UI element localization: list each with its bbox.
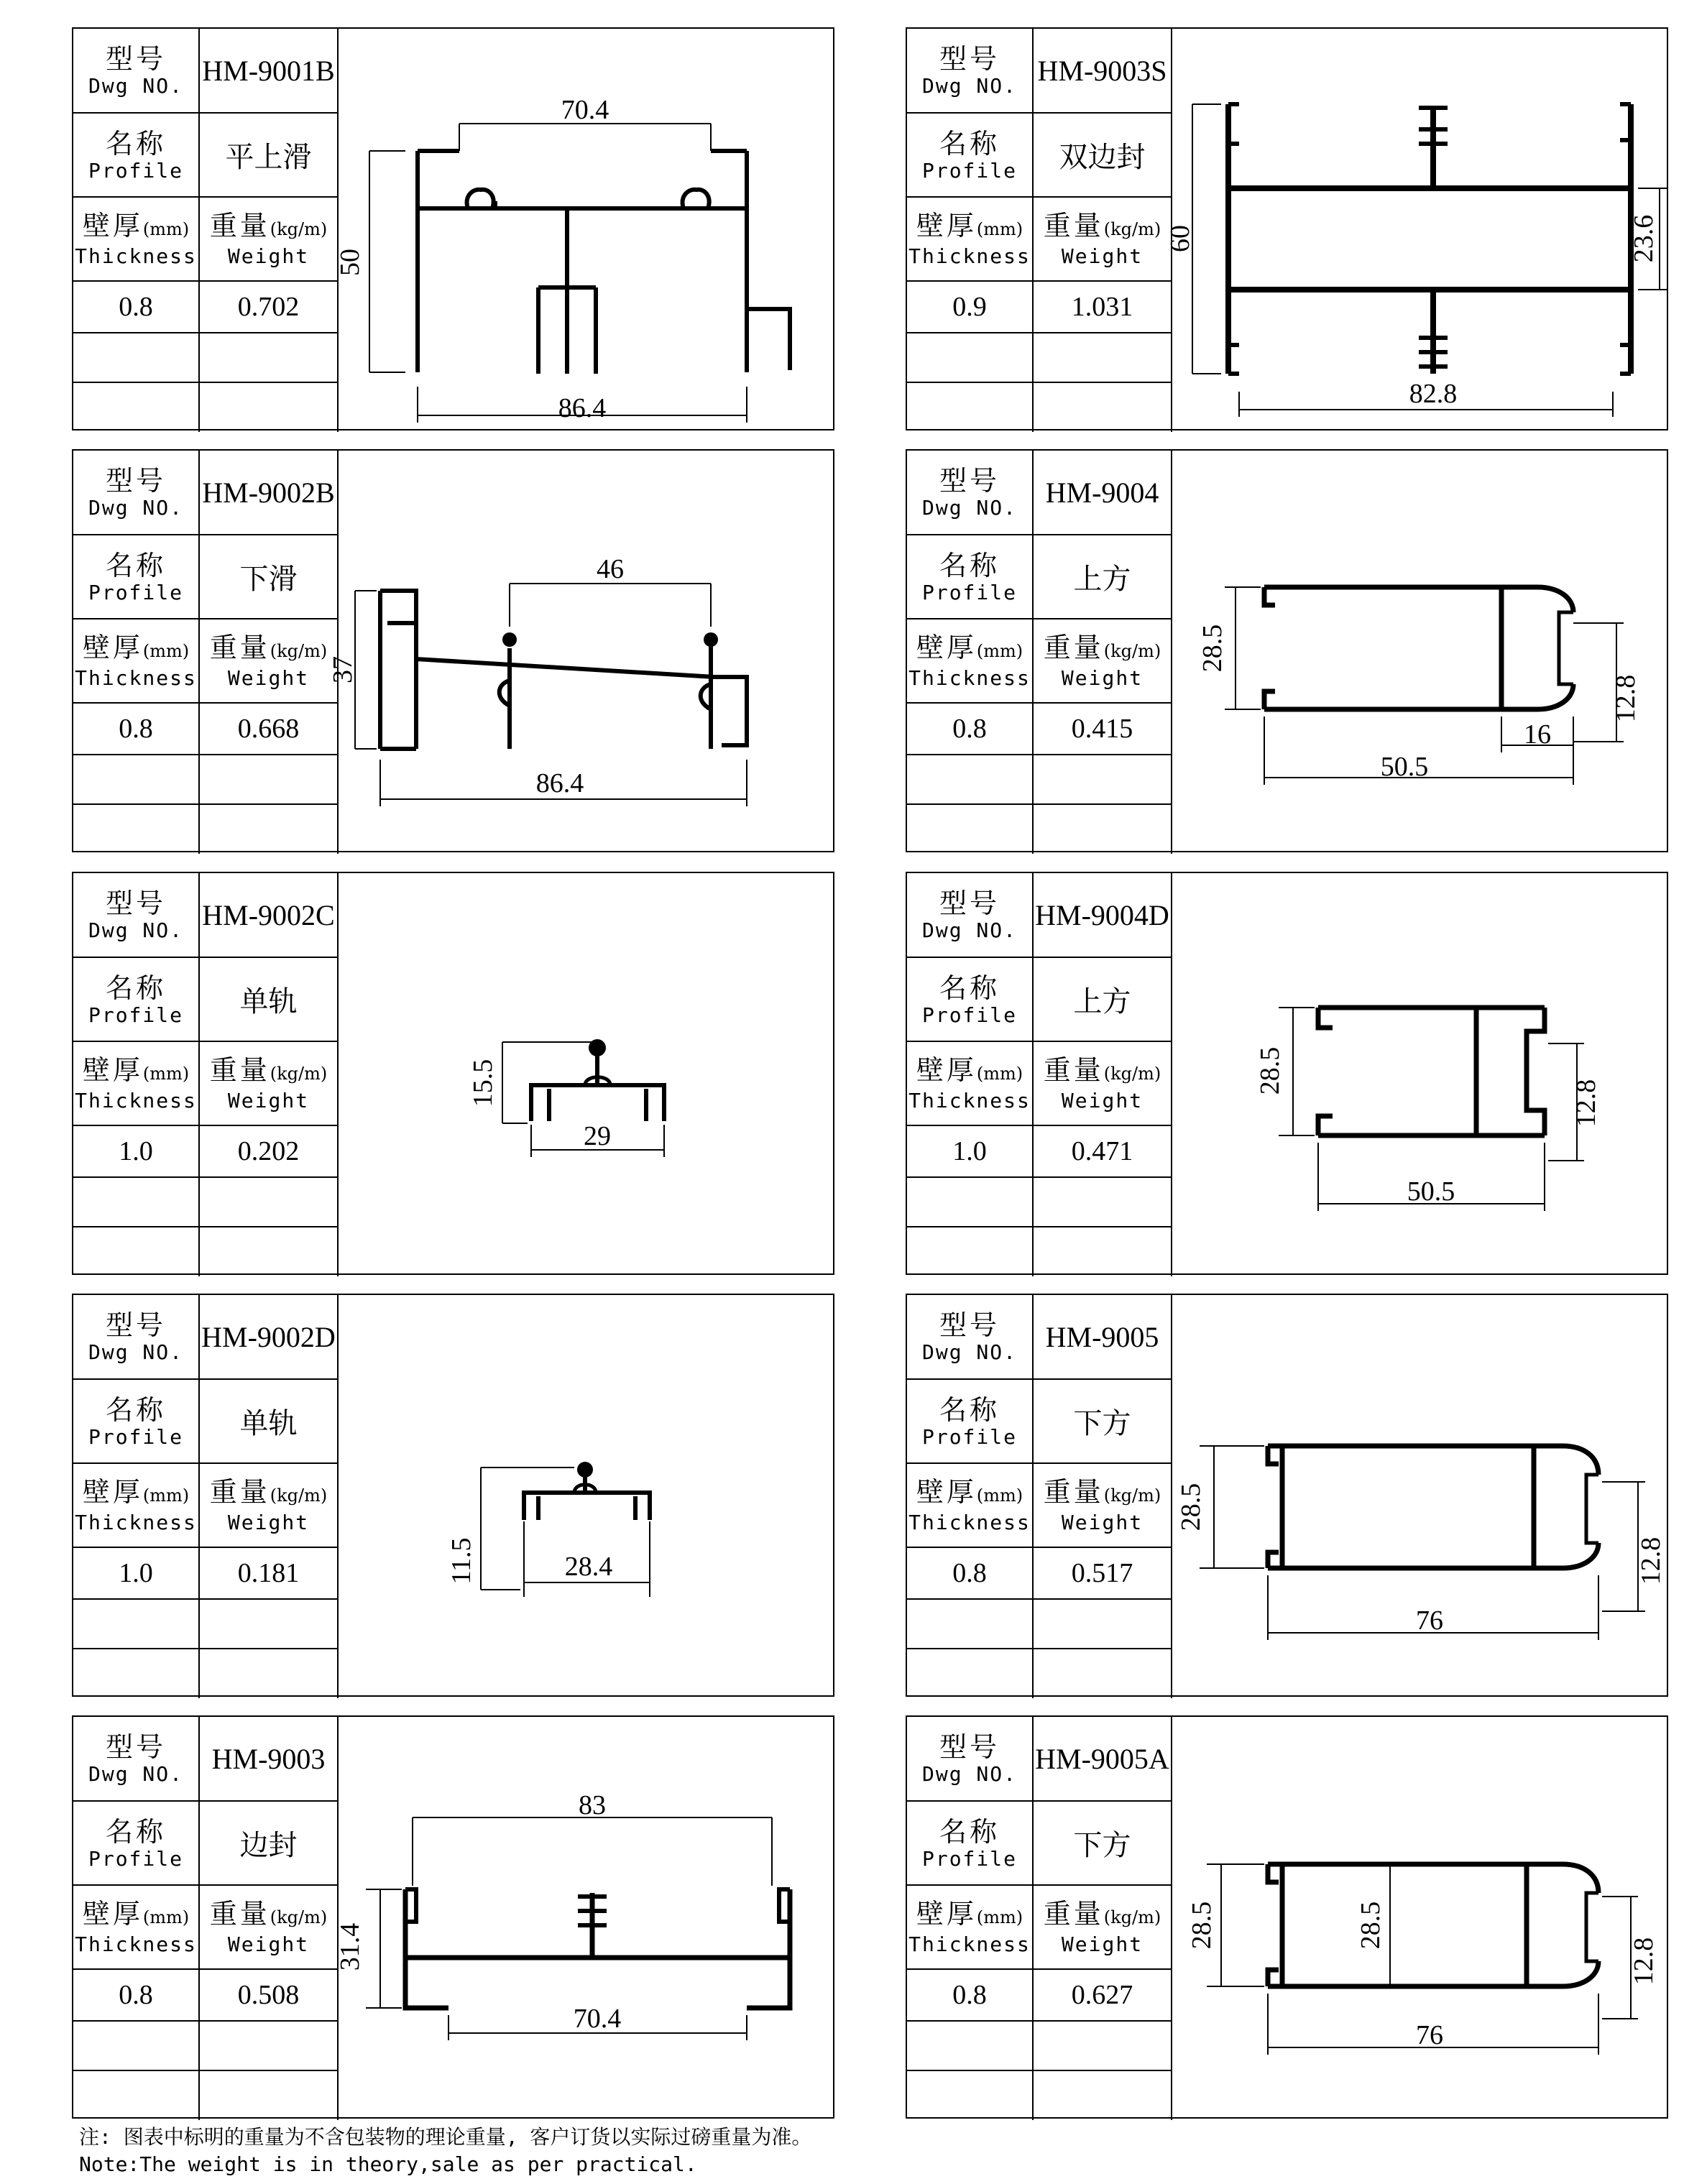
profile-label-en: Profile	[88, 158, 183, 183]
thickness-label-cn: 壁厚	[916, 210, 977, 241]
dwg-label-cell	[73, 1295, 199, 1379]
empty-cell	[1033, 2021, 1172, 2070]
profile-label-en: Profile	[921, 158, 1017, 183]
thickness-label-cell	[907, 619, 1033, 703]
thickness-label-cn: 壁厚	[82, 1898, 143, 1930]
profile-label-cell	[73, 1379, 199, 1463]
empty-cell	[1033, 804, 1172, 854]
thickness-unit: (mm)	[976, 219, 1023, 239]
dwg-number: HM-9005	[1033, 1295, 1172, 1379]
thickness-label-cell	[73, 197, 199, 281]
weight-label-cell	[1033, 1885, 1172, 1969]
thickness-value: 1.0	[907, 1125, 1033, 1177]
dim-label: 28.5	[1197, 624, 1228, 673]
weight-unit: (kg/m)	[270, 1485, 328, 1506]
profile-card	[906, 1715, 1668, 2119]
profile-card	[72, 872, 834, 1275]
empty-cell	[199, 1227, 338, 1276]
weight-label-cn: 重量	[1043, 1054, 1104, 1086]
weight-label-en: Weight	[227, 1089, 310, 1112]
dim-label: 70.4	[561, 95, 609, 125]
profile-drawing	[1165, 29, 1667, 429]
profile-label-cell	[907, 113, 1033, 197]
thickness-label-en: Thickness	[75, 1932, 197, 1956]
dwg-label-cn: 型号	[105, 43, 166, 75]
profile-name: 上方	[1033, 957, 1172, 1041]
dim-label: 29	[584, 1121, 611, 1151]
empty-cell	[907, 1599, 1033, 1649]
profile-card	[72, 1715, 834, 2119]
empty-cell	[907, 804, 1033, 854]
weight-unit: (kg/m)	[1103, 1907, 1161, 1927]
dim-label: 86.4	[558, 393, 607, 423]
weight-label-cn: 重量	[209, 210, 270, 241]
weight-label-en: Weight	[1061, 666, 1144, 690]
weight-unit: (kg/m)	[270, 1907, 328, 1927]
dim-label: 28.5	[1187, 1901, 1217, 1950]
weight-unit: (kg/m)	[270, 219, 328, 239]
spec-table	[907, 1717, 1172, 2120]
profile-label-cn: 名称	[105, 127, 166, 160]
weight-label-cell	[199, 619, 338, 703]
thickness-value: 1.0	[73, 1125, 199, 1177]
thickness-unit: (mm)	[142, 1485, 190, 1506]
empty-cell	[1033, 2070, 1172, 2120]
profile-card	[906, 872, 1668, 1275]
profile-cross-section	[337, 873, 833, 1273]
weight-label-cell	[199, 197, 338, 281]
weight-unit: (kg/m)	[1103, 1485, 1161, 1506]
profile-name: 上方	[1033, 535, 1172, 619]
profile-label-en: Profile	[88, 1003, 183, 1027]
profile-label-cell	[73, 957, 199, 1041]
weight-label-cell	[1033, 619, 1172, 703]
weight-label-cell	[1033, 1463, 1172, 1547]
weight-label-en: Weight	[1061, 1932, 1144, 1956]
thickness-label-en: Thickness	[908, 244, 1031, 268]
dwg-number: HM-9002C	[199, 873, 338, 957]
dwg-number: HM-9001B	[199, 29, 338, 113]
profile-name: 单轨	[199, 1379, 338, 1463]
profile-drawing	[337, 29, 833, 429]
empty-cell	[907, 1649, 1033, 1698]
profile-label-cell	[907, 1801, 1033, 1885]
weight-label-en: Weight	[1061, 244, 1144, 268]
empty-cell	[73, 382, 199, 432]
dwg-label-en: Dwg NO.	[88, 74, 183, 98]
dwg-number: HM-9003	[199, 1717, 338, 1801]
profile-label-en: Profile	[88, 1424, 183, 1449]
empty-cell	[907, 382, 1033, 432]
thickness-label-cn: 壁厚	[916, 632, 977, 663]
profile-label-en: Profile	[921, 1003, 1017, 1027]
profile-label-en: Profile	[88, 1846, 183, 1871]
empty-cell	[907, 2021, 1033, 2070]
weight-label-cn: 重量	[1043, 632, 1104, 663]
profile-label-cn: 名称	[939, 549, 1000, 581]
weight-value: 0.415	[1033, 703, 1172, 755]
profile-label-cn: 名称	[105, 1393, 166, 1426]
profile-label-en: Profile	[921, 1846, 1017, 1871]
thickness-label-cn: 壁厚	[82, 632, 143, 663]
dim-label: 60	[1165, 225, 1195, 252]
profile-label-cn: 名称	[939, 127, 1000, 160]
dwg-label-cell	[907, 451, 1033, 535]
dim-label: 28.5	[1255, 1046, 1285, 1095]
profile-label-en: Profile	[921, 1424, 1017, 1449]
profile-label-cn: 名称	[105, 549, 166, 581]
dwg-label-cn: 型号	[105, 1731, 166, 1763]
profile-card	[72, 1294, 834, 1697]
dwg-label-cell	[907, 1295, 1033, 1379]
profile-card	[906, 27, 1668, 430]
dim-label: 12.8	[1629, 1937, 1659, 1986]
profile-name: 下滑	[199, 535, 338, 619]
profile-drawing	[1171, 1717, 1667, 2117]
spec-table	[73, 1717, 339, 2120]
profile-card	[906, 1294, 1668, 1697]
weight-label-cn: 重量	[1043, 1898, 1104, 1930]
dim-label: 12.8	[1611, 674, 1641, 723]
empty-cell	[199, 1599, 338, 1649]
profile-card	[72, 449, 834, 852]
dim-label: 83	[579, 1790, 606, 1820]
empty-cell	[73, 1649, 199, 1698]
empty-cell	[73, 755, 199, 804]
empty-cell	[907, 333, 1033, 382]
dim-label: 50.5	[1380, 752, 1429, 782]
dwg-label-en: Dwg NO.	[921, 74, 1017, 98]
profile-label-cell	[907, 957, 1033, 1041]
dim-label: 82.8	[1409, 379, 1458, 409]
thickness-label-cell	[73, 619, 199, 703]
weight-label-cn: 重量	[209, 632, 270, 663]
empty-cell	[1033, 755, 1172, 804]
profile-label-cn: 名称	[105, 1815, 166, 1848]
profile-name: 下方	[1033, 1379, 1172, 1463]
weight-label-cell	[199, 1463, 338, 1547]
dwg-number: HM-9002B	[199, 451, 338, 535]
thickness-label-cn: 壁厚	[916, 1898, 977, 1930]
thickness-unit: (mm)	[976, 1485, 1023, 1506]
profile-name: 边封	[199, 1801, 338, 1885]
profile-label-cell	[907, 535, 1033, 619]
empty-cell	[199, 2070, 338, 2120]
profile-cross-section	[1171, 451, 1667, 851]
weight-label-en: Weight	[1061, 1089, 1144, 1112]
weight-value: 0.202	[199, 1125, 338, 1177]
profile-drawing	[1171, 1295, 1667, 1695]
thickness-value: 0.8	[907, 1547, 1033, 1599]
empty-cell	[1033, 1177, 1172, 1227]
profile-drawing	[1171, 451, 1667, 851]
thickness-label-cn: 壁厚	[82, 210, 143, 241]
profile-drawing	[337, 873, 833, 1273]
thickness-label-cn: 壁厚	[82, 1054, 143, 1086]
weight-value: 0.471	[1033, 1125, 1172, 1177]
thickness-label-en: Thickness	[75, 1089, 197, 1112]
dwg-label-en: Dwg NO.	[88, 496, 183, 520]
dwg-number: HM-9005A	[1033, 1717, 1172, 1801]
empty-cell	[199, 2021, 338, 2070]
profile-name: 单轨	[199, 957, 338, 1041]
profile-cross-section	[328, 451, 833, 851]
weight-label-cell	[199, 1041, 338, 1125]
dim-label: 15.5	[468, 1059, 498, 1107]
thickness-label-cell	[907, 1463, 1033, 1547]
dim-label: 76	[1416, 2020, 1443, 2050]
thickness-label-en: Thickness	[75, 244, 197, 268]
empty-cell	[73, 2070, 199, 2120]
empty-cell	[73, 333, 199, 382]
profile-card	[72, 27, 834, 430]
empty-cell	[907, 1227, 1033, 1276]
profile-cross-section	[1171, 1717, 1667, 2117]
dim-label: 28.5	[1176, 1483, 1206, 1531]
dwg-label-cell	[907, 873, 1033, 957]
thickness-label-en: Thickness	[908, 1511, 1031, 1534]
empty-cell	[199, 804, 338, 854]
weight-value: 0.627	[1033, 1969, 1172, 2021]
dwg-label-en: Dwg NO.	[88, 1340, 183, 1364]
spec-table	[907, 1295, 1172, 1698]
thickness-unit: (mm)	[142, 1064, 190, 1084]
spec-table	[73, 1295, 339, 1698]
weight-label-en: Weight	[1061, 1511, 1144, 1534]
weight-value: 0.702	[199, 281, 338, 333]
profile-cross-section	[337, 1717, 833, 2117]
dwg-label-en: Dwg NO.	[88, 918, 183, 942]
thickness-label-cell	[907, 197, 1033, 281]
thickness-label-en: Thickness	[908, 1089, 1031, 1112]
profile-drawing	[337, 1717, 833, 2117]
thickness-label-en: Thickness	[908, 666, 1031, 690]
profile-cross-section	[337, 1295, 833, 1695]
empty-cell	[199, 1649, 338, 1698]
profile-cross-section	[1171, 873, 1667, 1273]
weight-unit: (kg/m)	[270, 1064, 328, 1084]
empty-cell	[907, 2070, 1033, 2120]
empty-cell	[907, 1177, 1033, 1227]
dwg-label-en: Dwg NO.	[88, 1762, 183, 1786]
thickness-label-cell	[907, 1041, 1033, 1125]
thickness-label-en: Thickness	[75, 1511, 197, 1534]
empty-cell	[1033, 382, 1172, 432]
thickness-value: 0.9	[907, 281, 1033, 333]
thickness-value: 0.8	[907, 1969, 1033, 2021]
profile-label-en: Profile	[921, 580, 1017, 604]
weight-label-cell	[199, 1885, 338, 1969]
profile-cross-section	[1171, 1295, 1667, 1695]
profile-label-cell	[73, 113, 199, 197]
thickness-unit: (mm)	[142, 641, 190, 661]
footer-note-english: Note:The weight is in theory,sale as per practical.	[79, 2152, 697, 2176]
profile-cross-section	[337, 29, 833, 429]
empty-cell	[199, 1177, 338, 1227]
dwg-label-cell	[73, 1717, 199, 1801]
dwg-label-en: Dwg NO.	[921, 496, 1017, 520]
thickness-label-cn: 壁厚	[916, 1476, 977, 1508]
thickness-value: 0.8	[73, 1969, 199, 2021]
weight-label-en: Weight	[227, 1511, 310, 1534]
dim-label: 86.4	[535, 768, 584, 798]
weight-unit: (kg/m)	[1103, 219, 1161, 239]
profile-label-cn: 名称	[939, 1393, 1000, 1426]
profile-label-cell	[73, 535, 199, 619]
weight-value: 1.031	[1033, 281, 1172, 333]
dwg-label-cn: 型号	[939, 1731, 1000, 1763]
empty-cell	[73, 1177, 199, 1227]
dwg-label-cn: 型号	[939, 465, 1000, 497]
dwg-label-cell	[73, 873, 199, 957]
thickness-label-cn: 壁厚	[82, 1476, 143, 1508]
thickness-unit: (mm)	[976, 1064, 1023, 1084]
profile-label-cell	[73, 1801, 199, 1885]
dim-label: 50	[335, 249, 365, 276]
weight-value: 0.668	[199, 703, 338, 755]
dim-label: 12.8	[1571, 1079, 1601, 1128]
dwg-label-cn: 型号	[939, 43, 1000, 75]
profile-card	[906, 449, 1668, 852]
dim-label: 23.6	[1629, 214, 1659, 263]
dwg-label-en: Dwg NO.	[921, 1340, 1017, 1364]
thickness-label-cell	[73, 1041, 199, 1125]
empty-cell	[199, 333, 338, 382]
weight-label-cn: 重量	[209, 1476, 270, 1508]
dim-label: 28.5	[1356, 1901, 1386, 1950]
spec-table	[73, 873, 339, 1276]
thickness-label-cell	[73, 1463, 199, 1547]
weight-label-en: Weight	[227, 666, 310, 690]
empty-cell	[73, 2021, 199, 2070]
empty-cell	[1033, 1599, 1172, 1649]
empty-cell	[73, 1599, 199, 1649]
profile-label-cn: 名称	[939, 1815, 1000, 1848]
dwg-number: HM-9004D	[1033, 873, 1172, 957]
dwg-label-cn: 型号	[939, 1309, 1000, 1341]
thickness-label-en: Thickness	[908, 1932, 1031, 1956]
dwg-number: HM-9002D	[199, 1295, 338, 1379]
thickness-value: 0.8	[907, 703, 1033, 755]
thickness-value: 0.8	[73, 703, 199, 755]
dwg-number: HM-9003S	[1033, 29, 1172, 113]
empty-cell	[73, 1227, 199, 1276]
thickness-unit: (mm)	[142, 219, 190, 239]
profile-drawing	[1171, 873, 1667, 1273]
weight-label-en: Weight	[227, 1932, 310, 1956]
spec-table	[907, 29, 1172, 432]
empty-cell	[73, 804, 199, 854]
profile-name: 下方	[1033, 1801, 1172, 1885]
spec-table	[73, 29, 339, 432]
empty-cell	[1033, 1227, 1172, 1276]
thickness-unit: (mm)	[976, 1907, 1023, 1927]
weight-label-en: Weight	[227, 244, 310, 268]
dwg-label-cell	[73, 29, 199, 113]
weight-label-cn: 重量	[209, 1054, 270, 1086]
dwg-label-en: Dwg NO.	[921, 1762, 1017, 1786]
profile-label-cn: 名称	[939, 972, 1000, 1004]
thickness-label-cn: 壁厚	[916, 1054, 977, 1086]
profile-cross-section	[1165, 29, 1667, 429]
dwg-label-cn: 型号	[105, 888, 166, 919]
dwg-label-cell	[73, 451, 199, 535]
profile-drawing	[328, 451, 833, 851]
weight-value: 0.517	[1033, 1547, 1172, 1599]
dwg-label-cell	[907, 1717, 1033, 1801]
weight-unit: (kg/m)	[1103, 1064, 1161, 1084]
dim-label: 46	[597, 554, 624, 584]
profile-name: 双边封	[1033, 113, 1172, 197]
dwg-label-cn: 型号	[939, 888, 1000, 919]
profile-name: 平上滑	[199, 113, 338, 197]
thickness-unit: (mm)	[976, 641, 1023, 661]
dim-label: 70.4	[573, 2004, 622, 2034]
dim-label: 37	[328, 656, 358, 683]
spec-table	[907, 451, 1172, 854]
profile-label-cn: 名称	[105, 972, 166, 1004]
weight-label-cell	[1033, 197, 1172, 281]
dwg-number: HM-9004	[1033, 451, 1172, 535]
weight-value: 0.181	[199, 1547, 338, 1599]
dim-label: 76	[1416, 1605, 1443, 1636]
thickness-label-en: Thickness	[75, 666, 197, 690]
thickness-label-cell	[907, 1885, 1033, 1969]
thickness-value: 0.8	[73, 281, 199, 333]
empty-cell	[1033, 333, 1172, 382]
profile-label-en: Profile	[88, 580, 183, 604]
thickness-label-cell	[73, 1885, 199, 1969]
dwg-label-en: Dwg NO.	[921, 918, 1017, 942]
spec-table	[73, 451, 339, 854]
empty-cell	[907, 755, 1033, 804]
footer-note-chinese: 注: 图表中标明的重量为不含包装物的理论重量, 客户订货以实际过磅重量为准。	[79, 2125, 812, 2149]
dim-label: 31.4	[335, 1922, 365, 1971]
thickness-value: 1.0	[73, 1547, 199, 1599]
weight-label-cell	[1033, 1041, 1172, 1125]
empty-cell	[1033, 1649, 1172, 1698]
weight-unit: (kg/m)	[1103, 641, 1161, 661]
weight-label-cn: 重量	[1043, 1476, 1104, 1508]
dim-label: 11.5	[446, 1537, 477, 1585]
weight-label-cn: 重量	[1043, 210, 1104, 241]
weight-unit: (kg/m)	[270, 641, 328, 661]
dim-label: 50.5	[1407, 1176, 1455, 1207]
dwg-label-cell	[907, 29, 1033, 113]
dim-label: 12.8	[1636, 1536, 1666, 1585]
weight-value: 0.508	[199, 1969, 338, 2021]
profile-drawing	[337, 1295, 833, 1695]
dwg-label-cn: 型号	[105, 1309, 166, 1341]
spec-table	[907, 873, 1172, 1276]
dim-label: 16	[1524, 719, 1551, 750]
dwg-label-cn: 型号	[105, 465, 166, 497]
thickness-unit: (mm)	[142, 1907, 190, 1927]
empty-cell	[199, 755, 338, 804]
dim-label: 28.4	[564, 1552, 613, 1582]
profile-label-cell	[907, 1379, 1033, 1463]
empty-cell	[199, 382, 338, 432]
weight-label-cn: 重量	[209, 1898, 270, 1930]
